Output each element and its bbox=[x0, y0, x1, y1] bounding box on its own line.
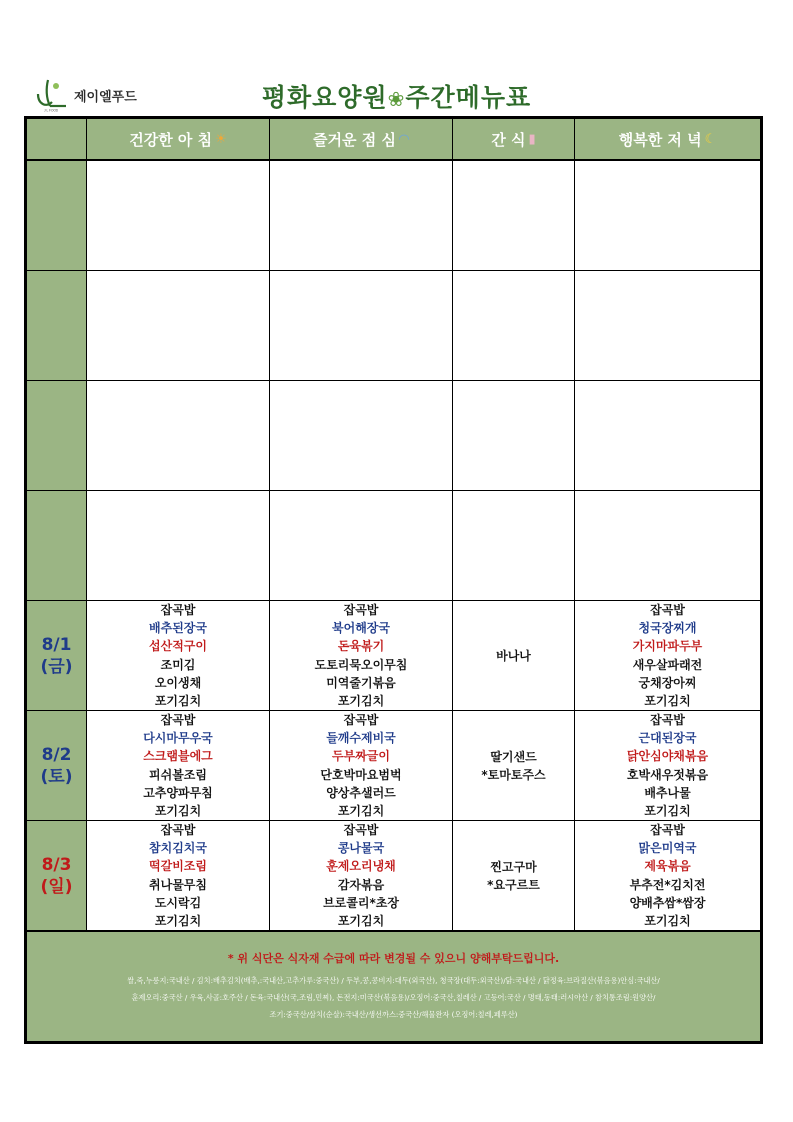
header-snack: 간 식 ▮ bbox=[453, 119, 575, 159]
lunch-cell bbox=[270, 271, 453, 381]
header-dinner: 행복한 저 녁 ☾ bbox=[575, 119, 760, 159]
breakfast-cell bbox=[87, 711, 270, 821]
menu-main-dish: 섭산적구이 bbox=[149, 639, 207, 654]
empty-day-row bbox=[27, 271, 760, 381]
menu-side: 양배추쌈*쌈장 bbox=[629, 895, 706, 910]
menu-rice: 잡곡밥 bbox=[160, 823, 196, 837]
breakfast-cell bbox=[87, 381, 270, 491]
day-row-8-2 bbox=[27, 711, 760, 821]
day-weekday: (금) bbox=[40, 656, 73, 677]
menu-main-dish: 훈제오리냉채 bbox=[326, 859, 396, 874]
title-facility: 평화요양원 bbox=[261, 83, 388, 112]
leaf-icon: ❀ bbox=[387, 87, 406, 111]
menu-side: 오이생채 bbox=[154, 675, 202, 690]
origin-line: 조기:중국산/삼치(순살):국내산/생선까스:중국산/해물완자 (오징어:칠레,페루산) bbox=[269, 1010, 518, 1019]
origin-line: 훈제오리:중국산 / 우육,사골:호주산 / 돈육:국내산(국,조림,민찌), 돈전지:미국산(볶음용)/오징어:중국산,칠레산 / 고등어:국산 / 명태,동태:러시아산 / 참치통조림:원양산/ bbox=[131, 993, 656, 1002]
menu-snack: 딸기샌드 bbox=[490, 749, 537, 764]
menu-rice: 잡곡밥 bbox=[650, 603, 685, 617]
header-lunch: 즐거운 점 심 ◠ bbox=[270, 119, 453, 159]
menu-side: 미역줄기볶음 bbox=[326, 675, 396, 690]
empty-day-row bbox=[27, 381, 760, 491]
dinner-cell bbox=[575, 161, 760, 271]
menu-rice: 잡곡밥 bbox=[650, 823, 685, 837]
menu-side: 부추전*김치전 bbox=[629, 877, 706, 892]
lunch-cell bbox=[270, 161, 453, 271]
menu-side: 배추나물 bbox=[644, 785, 691, 800]
menu-side: 포기김치 bbox=[154, 804, 202, 819]
day-weekday: (토) bbox=[40, 766, 73, 787]
menu-soup: 다시마무우국 bbox=[143, 731, 213, 746]
dinner-cell bbox=[575, 271, 760, 381]
menu-side: 도토리묵오이무침 bbox=[314, 657, 408, 672]
menu-side: 포기김치 bbox=[644, 914, 691, 929]
menu-soup: 콩나물국 bbox=[337, 841, 385, 856]
lunch-cell bbox=[270, 601, 453, 711]
menu-soup: 맑은미역국 bbox=[638, 841, 697, 856]
menu-soup: 근대된장국 bbox=[638, 731, 697, 746]
day-label bbox=[27, 271, 87, 381]
menu-side: 포기김치 bbox=[154, 694, 202, 709]
menu-main-dish: 가지마파두부 bbox=[632, 639, 703, 654]
breakfast-cell bbox=[87, 821, 270, 931]
menu-soup: 청국장찌개 bbox=[638, 621, 697, 636]
menu-main-dish: 스크램블에그 bbox=[143, 749, 213, 764]
menu-snack: 찐고구마 bbox=[490, 859, 537, 874]
day-row-8-3 bbox=[27, 821, 760, 931]
breakfast-cell bbox=[87, 161, 270, 271]
snack-cell bbox=[453, 161, 575, 271]
day-date: 8/3 bbox=[41, 854, 72, 875]
menu-rice: 잡곡밥 bbox=[343, 713, 379, 727]
breakfast-cell bbox=[87, 601, 270, 711]
menu-side: 새우살파래전 bbox=[632, 657, 703, 672]
menu-side: 포기김치 bbox=[337, 694, 385, 709]
day-label bbox=[27, 161, 87, 271]
rainbow-icon: ◠ bbox=[398, 131, 409, 147]
menu-rice: 잡곡밥 bbox=[343, 823, 379, 837]
snack-cell bbox=[453, 821, 575, 931]
menu-side: 피쉬볼조림 bbox=[149, 767, 207, 782]
menu-side: 포기김치 bbox=[644, 804, 691, 819]
origin-line: 쌀,죽,누룽지:국내산 / 김치:배추김치(배추,:국내산,고추가루:중국산) / 두부,콩,콩비지:대두(외국산), 청국장(대두:외국산)/닭:국내산 / 닭정육:브라질산(볶음용)안심:국내산/ bbox=[127, 976, 660, 985]
dinner-cell bbox=[575, 601, 760, 711]
breakfast-cell bbox=[87, 271, 270, 381]
dinner-cell bbox=[575, 381, 760, 491]
menu-side: 브로콜리*초장 bbox=[323, 895, 399, 910]
menu-main-dish: 제육볶음 bbox=[644, 859, 691, 874]
lunch-cell bbox=[270, 821, 453, 931]
breakfast-cell bbox=[87, 491, 270, 601]
menu-side: 취나물무침 bbox=[149, 877, 207, 892]
day-label bbox=[27, 821, 87, 931]
menu-rice: 잡곡밥 bbox=[343, 603, 379, 617]
day-date: 8/2 bbox=[41, 744, 72, 765]
menu-rice: 잡곡밥 bbox=[650, 713, 685, 727]
lunch-cell bbox=[270, 711, 453, 821]
snack-cell bbox=[453, 711, 575, 821]
weekly-menu-table bbox=[24, 116, 763, 1044]
menu-soup: 들깨수제비국 bbox=[326, 731, 396, 746]
lunch-cell bbox=[270, 491, 453, 601]
header-breakfast: 건강한 아 침 ☀ bbox=[87, 119, 270, 159]
menu-side: 조미김 bbox=[160, 657, 196, 672]
empty-day-row bbox=[27, 161, 760, 271]
dinner-cell bbox=[575, 491, 760, 601]
menu-side: 포기김치 bbox=[337, 914, 385, 929]
day-date: 8/1 bbox=[41, 634, 72, 655]
menu-rice: 잡곡밥 bbox=[160, 603, 196, 617]
day-weekday: (일) bbox=[40, 876, 73, 897]
snack-cell bbox=[453, 271, 575, 381]
menu-side: 단호박마요범벅 bbox=[320, 767, 402, 782]
menu-snack: *토마토주스 bbox=[481, 767, 546, 782]
menu-soup: 참치김치국 bbox=[149, 841, 207, 856]
day-label bbox=[27, 381, 87, 491]
snack-cell bbox=[453, 491, 575, 601]
title-menu: 주간메뉴표 bbox=[405, 83, 532, 112]
menu-main-dish: 떡갈비조림 bbox=[149, 859, 207, 874]
menu-main-dish: 닭안심야채볶음 bbox=[626, 749, 709, 764]
header-corner bbox=[27, 119, 87, 159]
menu-side: 도시락김 bbox=[154, 895, 202, 910]
menu-side: 호박새우젓볶음 bbox=[626, 767, 709, 782]
day-label bbox=[27, 711, 87, 821]
menu-side: 포기김치 bbox=[337, 804, 385, 819]
empty-day-row bbox=[27, 491, 760, 601]
day-row-8-1 bbox=[27, 601, 760, 711]
table-header-row bbox=[27, 119, 760, 161]
menu-soup: 배추된장국 bbox=[149, 621, 207, 636]
svg-text:J L FOOD: J L FOOD bbox=[44, 108, 59, 112]
change-notice: * 위 식단은 식자재 수급에 따라 변경될 수 있으니 양해부탁드립니다. bbox=[227, 952, 560, 965]
moon-icon: ☾ bbox=[704, 131, 717, 147]
menu-side: 고추양파무침 bbox=[143, 785, 213, 800]
menu-side: 양상추샐러드 bbox=[326, 785, 396, 800]
dinner-cell bbox=[575, 821, 760, 931]
page-title bbox=[0, 78, 793, 114]
day-label bbox=[27, 601, 87, 711]
menu-main-dish: 두부짜글이 bbox=[332, 749, 390, 764]
menu-main-dish: 돈육볶기 bbox=[337, 639, 385, 654]
menu-side: 감자볶음 bbox=[337, 877, 385, 892]
footer-notice-area bbox=[27, 931, 760, 1041]
dinner-cell bbox=[575, 711, 760, 821]
menu-side: 궁채장아찌 bbox=[638, 675, 697, 690]
menu-side: 포기김치 bbox=[154, 914, 202, 929]
menu-snack: 바나나 bbox=[496, 648, 531, 663]
menu-soup: 북어해장국 bbox=[332, 621, 390, 636]
menu-side: 포기김치 bbox=[644, 694, 691, 709]
ice-bar-icon: ▮ bbox=[528, 131, 536, 147]
menu-rice: 잡곡밥 bbox=[160, 713, 196, 727]
snack-cell bbox=[453, 601, 575, 711]
day-label bbox=[27, 491, 87, 601]
company-name: 제이엘푸드 bbox=[74, 90, 137, 105]
menu-snack: *요구르트 bbox=[487, 877, 540, 892]
snack-cell bbox=[453, 381, 575, 491]
lunch-cell bbox=[270, 381, 453, 491]
sun-icon: ☀ bbox=[215, 131, 227, 147]
